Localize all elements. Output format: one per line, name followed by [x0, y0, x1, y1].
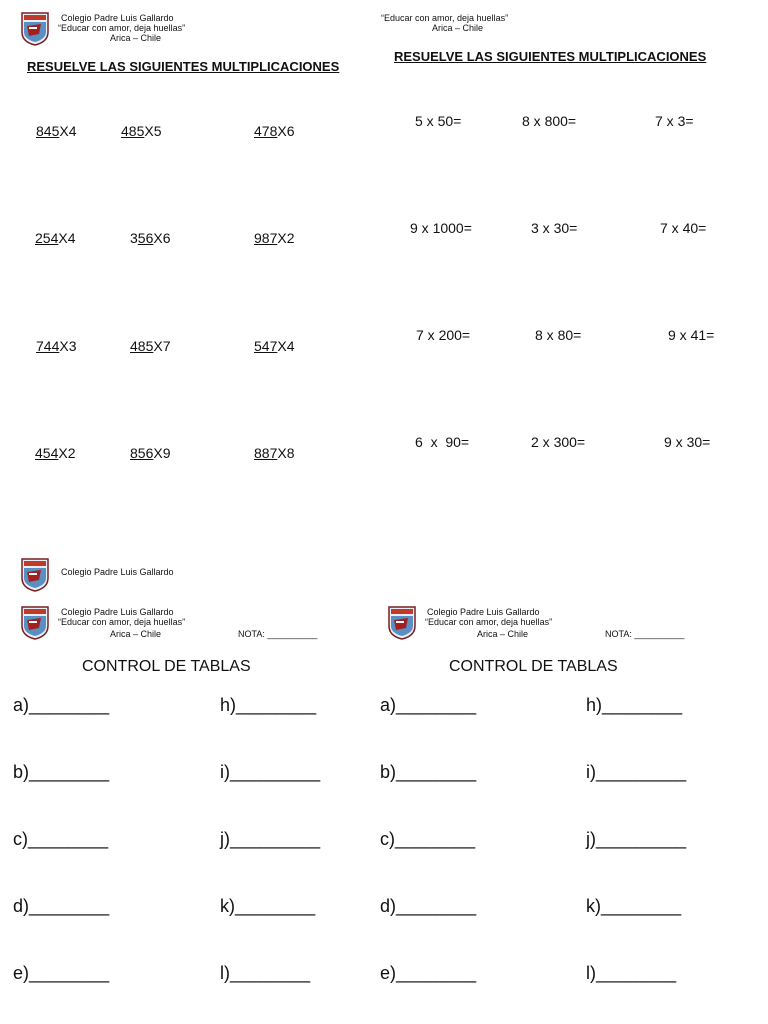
problem: 6 x 90=	[415, 434, 470, 450]
answer-line: d)________	[13, 896, 110, 916]
problem: 8 x 800=	[522, 113, 577, 129]
answer-line: b)________	[380, 762, 477, 782]
school-motto: “Educar con amor, deja huellas”	[425, 617, 553, 627]
problem: 9 x 41=	[668, 327, 715, 343]
school-logo-icon	[388, 606, 416, 640]
answer-line: k)________	[220, 896, 316, 916]
problem: 845X4	[36, 123, 77, 139]
problem: 887X8	[254, 445, 295, 461]
problem: 2 x 300=	[531, 434, 586, 450]
problem: 485X5	[121, 123, 162, 139]
school-logo-icon	[21, 606, 49, 640]
answer-line: e)________	[13, 963, 110, 983]
worksheet-title-left: RESUELVE LAS SIGUIENTES MULTIPLICACIONES	[27, 59, 340, 74]
school-location-right: Arica – Chile	[432, 23, 484, 33]
problem: 856X9	[130, 445, 171, 461]
answer-line: a)________	[13, 695, 110, 715]
school-name: Colegio Padre Luis Gallardo	[61, 13, 174, 23]
problem: 3 x 30=	[531, 220, 578, 236]
problem: 8 x 80=	[535, 327, 582, 343]
school-name: Colegio Padre Luis Gallardo	[61, 567, 174, 577]
answer-line: i)_________	[586, 762, 687, 782]
answer-line: b)________	[13, 762, 110, 782]
problem: 254X4	[35, 230, 76, 246]
answer-line: l)________	[220, 963, 311, 983]
problem: 547X4	[254, 338, 295, 354]
school-motto-right: “Educar con amor, deja huellas”	[381, 13, 509, 23]
problem: 5 x 50=	[415, 113, 462, 129]
worksheet-title-right: RESUELVE LAS SIGUIENTES MULTIPLICACIONES	[394, 49, 707, 64]
problem: 7 x 200=	[416, 327, 471, 343]
school-motto: “Educar con amor, deja huellas”	[58, 617, 186, 627]
control-title: CONTROL DE TABLAS	[82, 658, 251, 675]
school-location: Arica – Chile	[477, 629, 529, 639]
school-location: Arica – Chile	[110, 629, 162, 639]
answer-line: l)________	[586, 963, 677, 983]
answer-line: e)________	[380, 963, 477, 983]
problem: 7 x 3=	[655, 113, 694, 129]
control-title: CONTROL DE TABLAS	[449, 658, 618, 675]
answer-line: h)________	[586, 695, 683, 715]
nota-label: NOTA: __________	[238, 629, 318, 639]
answer-line: c)________	[13, 829, 109, 849]
answer-line: c)________	[380, 829, 476, 849]
problem: 744X3	[36, 338, 77, 354]
problem: 9 x 1000=	[410, 220, 472, 236]
answer-line: j)_________	[220, 829, 321, 849]
school-logo-icon	[21, 12, 49, 46]
nota-label: NOTA: __________	[605, 629, 685, 639]
answer-line: j)_________	[586, 829, 687, 849]
answer-line: k)________	[586, 896, 682, 916]
problem: 478X6	[254, 123, 295, 139]
problem: 987X2	[254, 230, 295, 246]
school-motto: “Educar con amor, deja huellas”	[58, 23, 186, 33]
answer-line: d)________	[380, 896, 477, 916]
answer-line: h)________	[220, 695, 317, 715]
problem: 454X2	[35, 445, 76, 461]
school-logo-icon	[21, 558, 49, 592]
answer-line: i)_________	[220, 762, 321, 782]
school-name: Colegio Padre Luis Gallardo	[427, 607, 540, 617]
school-name: Colegio Padre Luis Gallardo	[61, 607, 174, 617]
school-location: Arica – Chile	[110, 33, 162, 43]
answer-line: a)________	[380, 695, 477, 715]
problem: 485X7	[130, 338, 171, 354]
problem: 7 x 40=	[660, 220, 707, 236]
problem: 356X6	[130, 230, 171, 246]
problem: 9 x 30=	[664, 434, 711, 450]
